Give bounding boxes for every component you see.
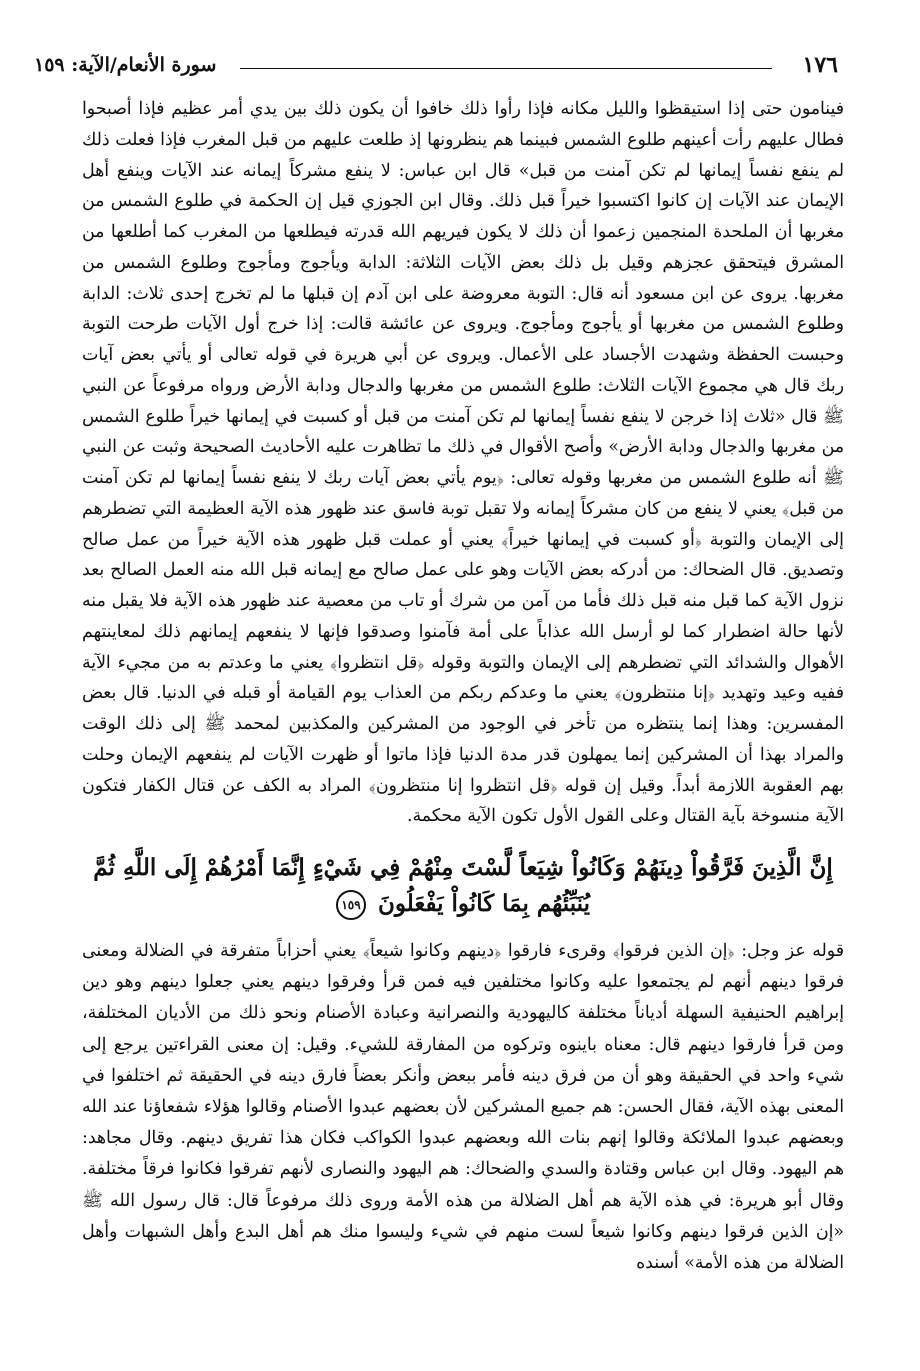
- page-header: [34, 52, 838, 82]
- verse-number-marker: ١٥٩: [336, 890, 366, 920]
- page-body: [82, 94, 844, 1279]
- verse-text: إِنَّ الَّذِينَ فَرَّقُواْ دِينَهُمْ وَكَانُواْ شِيَعاً لَّسْتَ مِنْهُمْ فِي شَيْءٍ إِنَّمَا أَمْرُهُمْ إِلَى اللَّهِ ثُمَّ يُنَبِّئُهُم بِمَا كَانُواْ يَفْعَلُونَ: [93, 854, 833, 917]
- quran-verse: [82, 850, 844, 922]
- commentary-paragraph-1: فينامون حتى إذا استيقظوا والليل مكانه فإذا رأوا ذلك خافوا أن يكون ذلك بين يدي أمر عظيم فإذا أصبحوا فطال عليهم رأت أعينهم طلوع الشمس فبينما هم ينظرونها إذ طلعت عليهم من قبل المغرب فإذا فعلت ذلك لم ينفع نفساً إيمانها لم تكن آمنت من قبل» قال ابن عباس: لا ينفع مشركاً إيمانه عند الآيات وينفع أهل الإيمان عند الآيات إن كانوا اكتسبوا خيراً قبل ذلك. وقال ابن الجوزي قيل إن الحكمة في طلوع الشمس من مغربها أن الملحدة المنجمين زعموا أن ذلك لا يكون فيريهم الله قدرته فيطلعها من المغرب كما أطلعها من المشرق فيتحقق عجزهم وقيل بل ذلك بعض الآيات الثلاثة: الدابة ويأجوج ومأجوج وطلوع الشمس من مغربها. يروى عن ابن مسعود أنه قال: التوبة معروضة على ابن آدم إن قبلها ما لم تخرج إحدى ثلاث: الدابة وطلوع الشمس من مغربها أو يأجوج ومأجوج. ويروى عن عائشة قالت: إذا خرج أول الآيات طرحت التوبة وحبست الحفظة وشهدت الأجساد على الأعمال. ويروى عن أبي هريرة في قوله تعالى أو يأتي بعض آيات ربك قال هي مجموع الآيات الثلاث: طلوع الشمس من مغربها والدجال ودابة الأرض ورواه مرفوعاً عن النبي ﷺ قال «ثلاث إذا خرجن لا ينفع نفساً إيمانها لم تكن آمنت من قبل أو كسبت في إيمانها خيراً طلوع الشمس من مغربها والدجال ودابة الأرض» وأصح الأقوال في ذلك ما تظاهرت عليه الأحاديث الصحيحة وثبت عن النبي ﷺ أنه طلوع الشمس من مغربها وقوله تعالى: ﴿يوم يأتي بعض آيات ربك لا ينفع نفساً إيمانها لم تكن آمنت من قبل﴾ يعني لا ينفع من كان مشركاً إيمانه ولا تقبل توبة فاسق عند ظهور هذه الآية العظيمة التي تضطرهم إلى الإيمان والتوبة ﴿أو كسبت في إيمانها خيراً﴾ يعني أو عملت قبل ظهور هذه الآية خيراً من عمل صالح وتصديق. قال الضحاك: من أدركه بعض الآيات وهو على عمل صالح مع إيمانه قبل الله منه العمل الصالح بعد نزول الآية كما قبل منه قبل ذلك فأما من آمن من شرك أو تاب من معصية عند ظهور هذه الآية فلا يقبل منه لأنها حالة اضطرار كما لو أرسل الله عذاباً على أمة فآمنوا وصدقوا فإنها لا ينفعهم إيمانهم ذلك لمعاينتهم الأهوال والشدائد التي تضطرهم إلى الإيمان والتوبة وقوله ﴿قل انتظروا﴾ يعني ما وعدتم به من مجيء الآية ففيه وعيد وتهديد ﴿إنا منتظرون﴾ يعني ما وعدكم ربكم من العذاب يوم القيامة أو قبله في الدنيا. قال بعض المفسرين: وهذا إنما ينتظره من تأخر في الوجود من المشركين والمكذبين لمحمد ﷺ إلى ذلك الوقت والمراد بهذا أن المشركين إنما يمهلون قدر مدة الدنيا فإذا ماتوا أو ظهرت الآيات لم ينفعهم الإيمان وحلت بهم العقوبة اللازمة أبداً. وقيل إن قوله ﴿قل انتظروا إنا منتظرون﴾ المراد به الكف عن قتال الكفار فتكون الآية منسوخة بآية القتال وعلى القول الأول تكون الآية محكمة.: [82, 99, 844, 827]
- header-rule: [240, 68, 772, 69]
- page-number: ١٧٦: [802, 52, 838, 78]
- surah-reference: سورة الأنعام/الآية: ١٥٩: [34, 54, 217, 76]
- commentary-paragraph-2: قوله عز وجل: ﴿إن الذين فرقوا﴾ وقرىء فارقوا ﴿دينهم وكانوا شيعاً﴾ يعني أحزاباً متفرقة في الضلالة ومعنى فرقوا دينهم أنهم لم يجتمعوا عليه وكانوا مختلفين فيه فمن قرأ وفرقوا دينهم يعني جعلوا دينهم وهو دين إبراهيم الحنيفية السهلة أدياناً مختلفة كاليهودية والنصرانية وعبادة الأصنام ونحو ذلك من الأديان المختلفة، ومن قرأ فارقوا دينهم قال: معناه باينوه وتركوه من المفارقة للشيء. وقيل: إن معنى القراءتين يرجع إلى شيء واحد في الحقيقة وهو أن من فرق دينه فأمر ببعض وأنكر بعضاً فارق دينه في الحقيقة ثم اختلفوا في المعنى بهذه الآية، فقال الحسن: هم جميع المشركين لأن بعضهم عبدوا الأصنام وقالوا هؤلاء شفعاؤنا عند الله وبعضهم عبدوا الملائكة وقالوا إنهم بنات الله وبعضهم عبدوا الكواكب فكان هذا تفريق دينهم. وقال مجاهد: هم اليهود. وقال ابن عباس وقتادة والسدي والضحاك: هم اليهود والنصارى لأنهم تفرقوا فكانوا فرقاً مختلفة. وقال أبو هريرة: في هذه الآية هم أهل الضلالة من هذه الأمة وروى ذلك مرفوعاً قال: قال رسول الله ﷺ «إن الذين فرقوا دينهم وكانوا شيعاً لست منهم في شيء وليسوا منك هم أهل البدع وأهل الشبهات وأهل الضلالة من هذه الأمة» أسنده: [82, 941, 844, 1274]
